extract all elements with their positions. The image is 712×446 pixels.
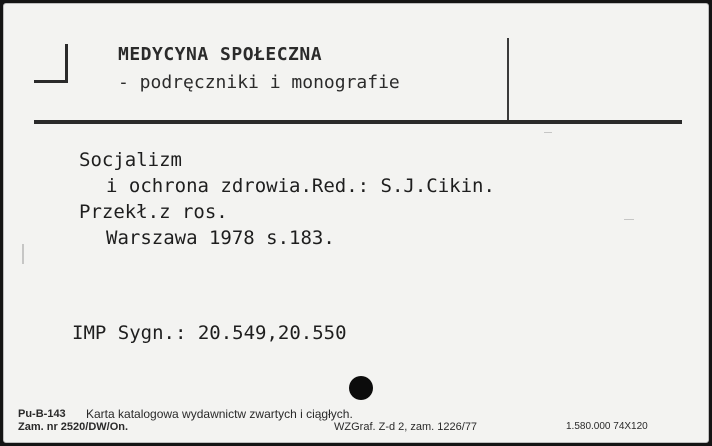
footer-printer: WZGraf. Z-d 2, zam. 1226/77 xyxy=(334,421,478,433)
corner-mark xyxy=(34,80,68,83)
call-number: IMP Sygn.: 20.549,20.550 xyxy=(72,322,347,344)
entry-imprint: Warszawa 1978 s.183. xyxy=(106,227,335,249)
paper-speck xyxy=(624,219,634,220)
entry-translation: Przekł.z ros. xyxy=(79,201,228,223)
series-subtitle: - podręczniki i monografie xyxy=(118,72,400,93)
header-rule xyxy=(34,120,682,124)
catalog-card xyxy=(3,3,709,443)
punch-hole xyxy=(349,376,373,400)
series-title: MEDYCYNA SPOŁECZNA xyxy=(118,44,323,65)
header-divider xyxy=(507,38,509,120)
footer-order-number: Zam. nr 2520/DW/On. xyxy=(18,421,129,433)
footer-form-title: Karta katalogowa wydawnictw zwartych i ciągłych. xyxy=(86,407,353,421)
corner-mark xyxy=(65,44,68,83)
footer-print-run: 1.580.000 74X120 xyxy=(566,421,648,432)
paper-speck xyxy=(22,244,24,264)
entry-title: Socjalizm xyxy=(79,149,182,171)
entry-subtitle: i ochrona zdrowia.Red.: S.J.Cikin. xyxy=(106,175,495,197)
paper-speck xyxy=(544,132,552,133)
footer-form-code: Pu-B-143 xyxy=(18,408,66,420)
